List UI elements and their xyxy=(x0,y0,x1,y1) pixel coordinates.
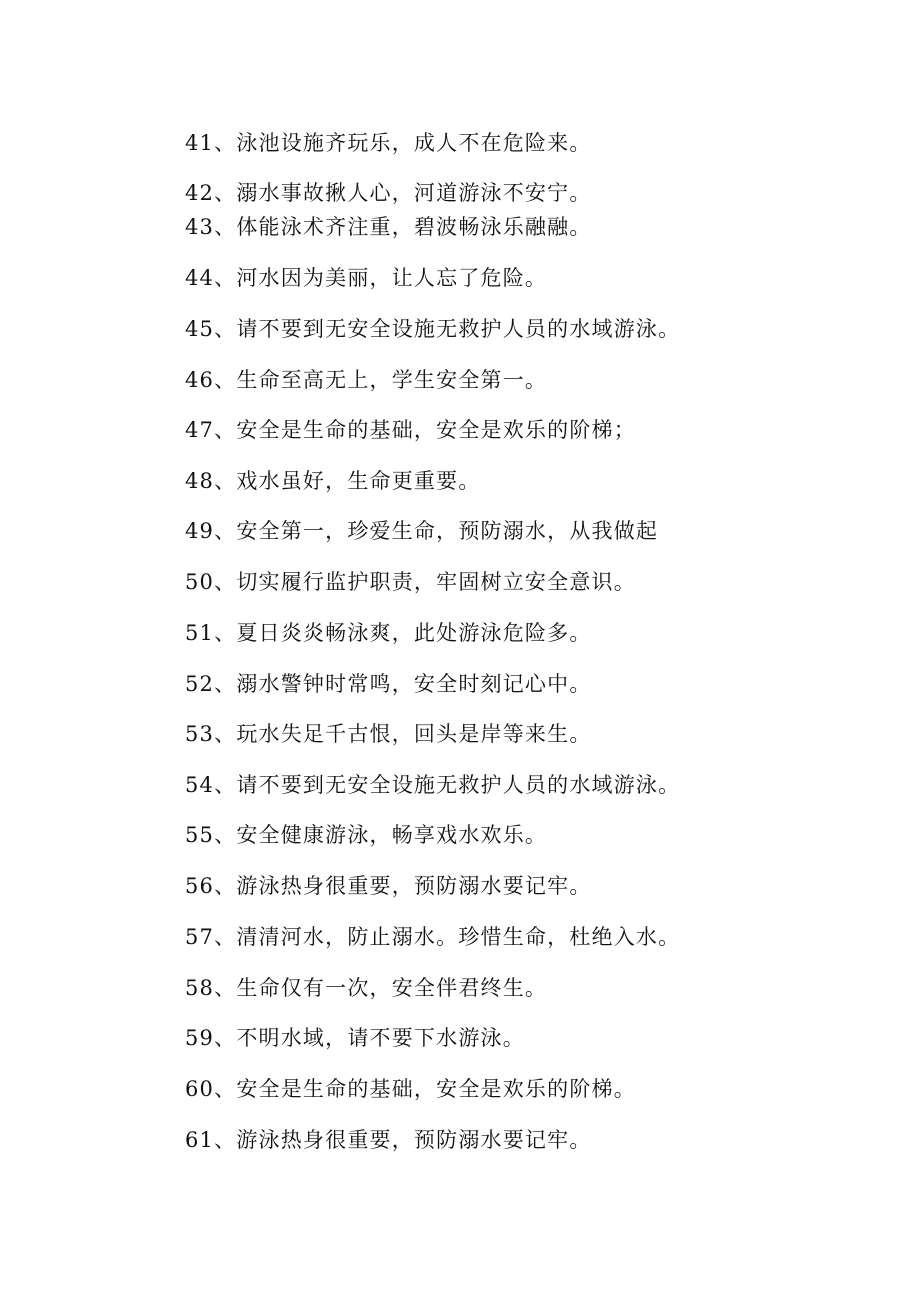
slogan-line-60: 60、安全是生命的基础，安全是欢乐的阶梯。 xyxy=(185,1077,636,1101)
slogan-line-45: 45、请不要到无安全设施无救护人员的水域游泳。 xyxy=(185,317,681,341)
slogan-line-55: 55、安全健康游泳，畅享戏水欢乐。 xyxy=(185,823,548,847)
slogan-line-48: 48、戏水虽好，生命更重要。 xyxy=(185,469,481,493)
slogan-line-50: 50、切实履行监护职责，牢固树立安全意识。 xyxy=(185,570,636,594)
slogan-line-49: 49、安全第一，珍爱生命，预防溺水，从我做起 xyxy=(185,519,659,543)
slogan-line-51: 51、夏日炎炎畅泳爽，此处游泳危险多。 xyxy=(185,621,592,645)
slogan-line-59: 59、不明水域，请不要下水游泳。 xyxy=(185,1026,525,1050)
slogan-line-41: 41、泳池设施齐玩乐，成人不在危险来。 xyxy=(185,131,592,155)
slogan-line-53: 53、玩水失足千古恨，回头是岸等来生。 xyxy=(185,722,592,746)
slogan-line-57: 57、清清河水，防止溺水。珍惜生命，杜绝入水。 xyxy=(185,925,681,949)
slogan-line-42: 42、溺水事故揪人心，河道游泳不安宁。 xyxy=(185,181,592,205)
slogan-line-52: 52、溺水警钟时常鸣，安全时刻记心中。 xyxy=(185,672,592,696)
slogan-line-44: 44、河水因为美丽，让人忘了危险。 xyxy=(185,266,548,290)
slogan-line-58: 58、生命仅有一次，安全伴君终生。 xyxy=(185,976,548,1000)
slogan-line-46: 46、生命至高无上，学生安全第一。 xyxy=(185,368,548,392)
slogan-line-54: 54、请不要到无安全设施无救护人员的水域游泳。 xyxy=(185,773,681,797)
slogan-line-56: 56、游泳热身很重要，预防溺水要记牢。 xyxy=(185,874,592,898)
slogan-line-61: 61、游泳热身很重要，预防溺水要记牢。 xyxy=(185,1128,592,1152)
slogan-line-43: 43、体能泳术齐注重，碧波畅泳乐融融。 xyxy=(185,215,592,239)
slogan-line-47: 47、安全是生命的基础，安全是欢乐的阶梯； xyxy=(185,418,636,442)
